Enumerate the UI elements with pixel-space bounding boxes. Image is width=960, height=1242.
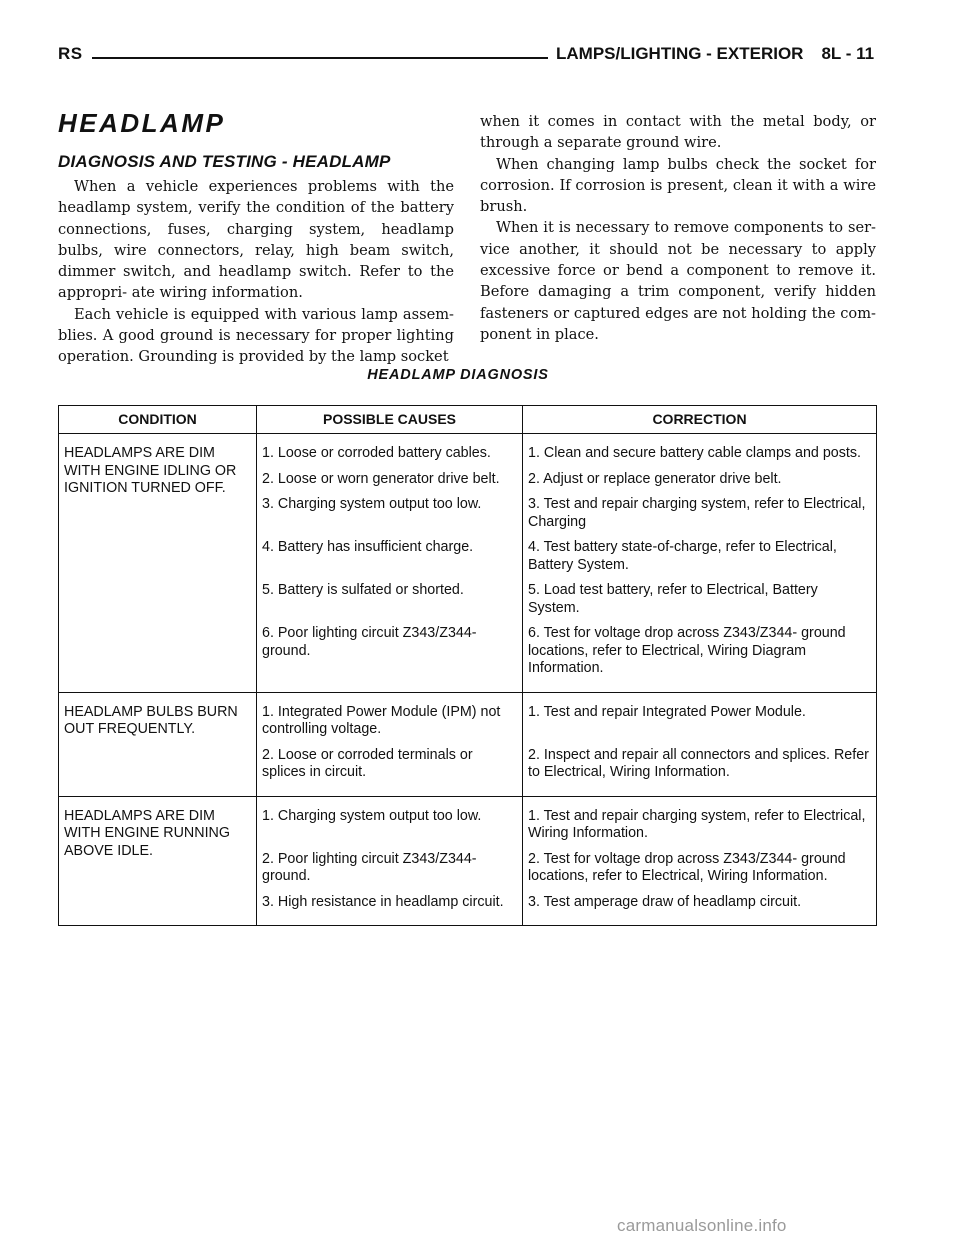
cause-cell: 2. Poor lighting circuit Z343/Z344- ground. — [257, 851, 523, 894]
page-title: HEADLAMP — [58, 108, 226, 138]
diagnosis-table — [58, 405, 877, 926]
cause-cell: 3. Charging system output too low. — [257, 496, 523, 539]
cause-cell: 1. Charging system output too low. — [257, 796, 523, 851]
paragraph-continued: when it comes in contact with the metal body, or through a separate ground wire. — [480, 113, 876, 152]
body-column-right — [480, 111, 876, 345]
table-row — [59, 692, 877, 747]
correction-cell: 3. Test amperage draw of headlamp circuit. — [523, 894, 877, 926]
column-header-causes: POSSIBLE CAUSES — [257, 406, 523, 434]
correction-cell: 2. Inspect and repair all connectors and splices. Refer to Electrical, Wiring Information. — [523, 747, 877, 797]
column-header-correction: CORRECTION — [523, 406, 877, 434]
header-section-title: LAMPS/LIGHTING - EXTERIOR — [556, 44, 804, 63]
watermark: carmanualsonline.info — [617, 1216, 787, 1235]
cause-cell: 2. Loose or worn generator drive belt. — [257, 471, 523, 497]
table-row — [59, 434, 877, 471]
table-row — [59, 796, 877, 851]
correction-cell: 2. Test for voltage drop across Z343/Z344- ground locations, refer to Electrical, Wiring Information. — [523, 851, 877, 894]
cause-cell: 1. Integrated Power Module (IPM) not controlling voltage. — [257, 692, 523, 747]
cause-cell: 6. Poor lighting circuit Z343/Z344- ground. — [257, 625, 523, 692]
correction-cell: 1. Test and repair Integrated Power Module. — [523, 692, 877, 747]
cause-cell: 2. Loose or corroded terminals or splices in circuit. — [257, 747, 523, 797]
condition-cell: HEADLAMPS ARE DIM WITH ENGINE RUNNING ABOVE IDLE. — [59, 796, 257, 926]
cause-cell: 3. High resistance in headlamp circuit. — [257, 894, 523, 926]
table-title: HEADLAMP DIAGNOSIS — [367, 367, 549, 383]
header-section — [556, 44, 874, 64]
correction-cell: 4. Test battery state-of-charge, refer to Electrical, Battery System. — [523, 539, 877, 582]
correction-cell: 3. Test and repair charging system, refer to Electrical, Charging — [523, 496, 877, 539]
cause-cell: 5. Battery is sulfated or shorted. — [257, 582, 523, 625]
condition-cell: HEADLAMPS ARE DIM WITH ENGINE IDLING OR IGNITION TURNED OFF. — [59, 434, 257, 693]
condition-cell: HEADLAMP BULBS BURN OUT FREQUENTLY. — [59, 692, 257, 796]
header-page-number: 8L - 11 — [821, 44, 875, 63]
header-model-code: RS — [58, 44, 83, 63]
paragraph: Each vehicle is equipped with various lamp assem- blies. A good ground is necessary for proper lighting operation. Grounding is provided by the lamp socket — [58, 305, 454, 366]
body-column-left — [58, 176, 454, 368]
correction-cell: 1. Test and repair charging system, refer to Electrical, Wiring Information. — [523, 796, 877, 851]
correction-cell: 2. Adjust or replace generator drive belt. — [523, 471, 877, 497]
correction-cell: 1. Clean and secure battery cable clamps and posts. — [523, 434, 877, 471]
column-header-condition: CONDITION — [59, 406, 257, 434]
correction-cell: 5. Load test battery, refer to Electrical, Battery System. — [523, 582, 877, 625]
table-header-row — [59, 406, 877, 434]
section-heading: DIAGNOSIS AND TESTING - HEADLAMP — [58, 152, 391, 171]
cause-cell: 4. Battery has insufficient charge. — [257, 539, 523, 582]
paragraph: When changing lamp bulbs check the socket for corrosion. If corrosion is present, clean it with a wire brush. — [480, 155, 876, 216]
header-rule — [92, 57, 548, 59]
paragraph: When a vehicle experiences problems with the headlamp system, verify the condition of the battery connections, fuses, charging system, headlamp bulbs, wire connectors, relay, high beam switch, dimmer switch, and headlamp switch. Refer to the appropri- ate wiring information. — [58, 178, 454, 302]
correction-cell: 6. Test for voltage drop across Z343/Z344- ground locations, refer to Electrical, Wiring Diagram Information. — [523, 625, 877, 692]
cause-cell: 1. Loose or corroded battery cables. — [257, 434, 523, 471]
paragraph: When it is necessary to remove components to ser- vice another, it should not be necessary to apply excessive force or bend a component to remove it. Before damaging a trim component, verify hidden fasteners or captured edges are not holding the com- ponent in place. — [480, 219, 876, 343]
